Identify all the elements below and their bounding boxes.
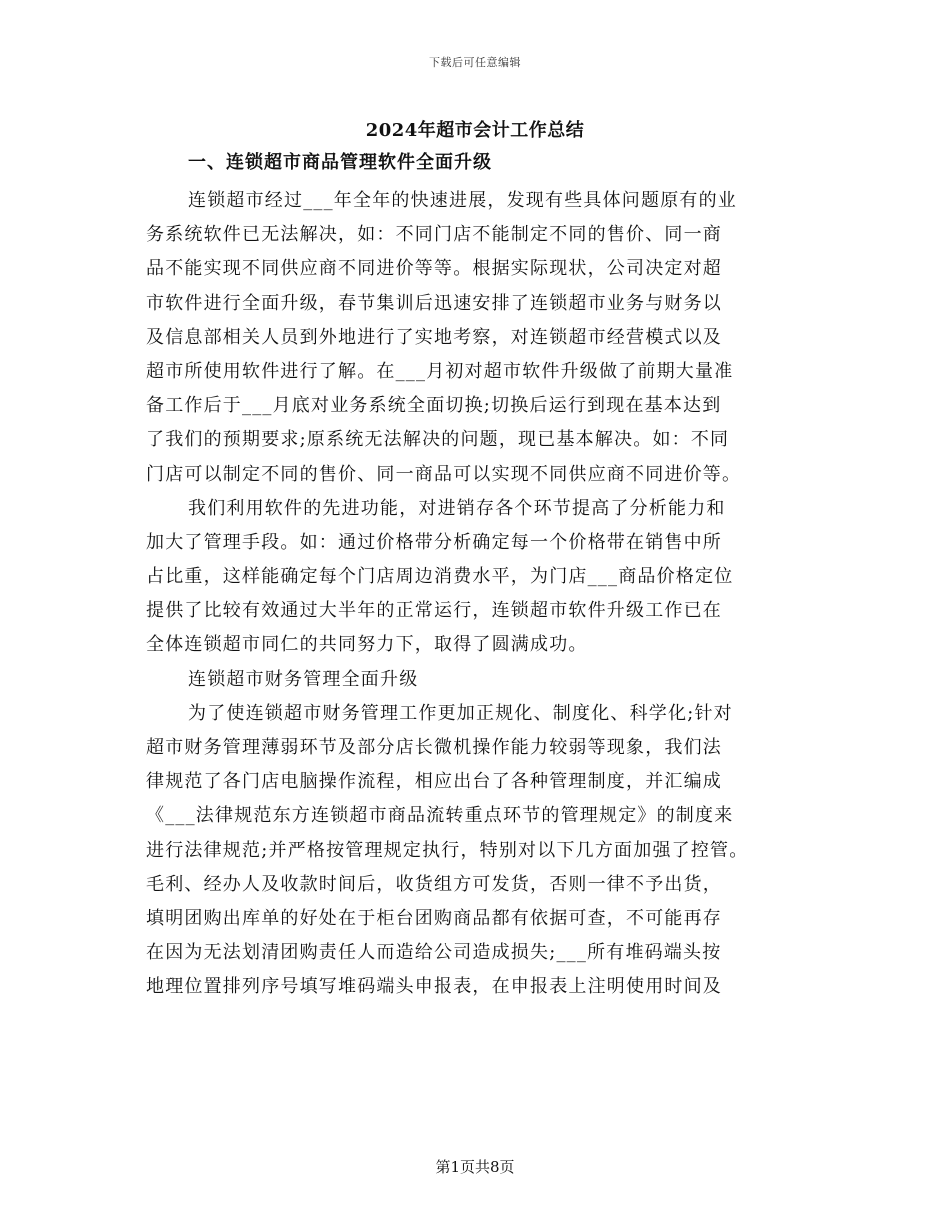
paragraph-line: 门店可以制定不同的售价、同一商品可以实现不同供应商不同进价等。 <box>146 463 742 485</box>
paragraph-line: 务系统软件已无法解决，如：不同门店不能制定不同的售价、同一商 <box>146 224 722 246</box>
paragraph-line: 备工作后于___月底对业务系统全面切换;切换后运行到现在基本达到 <box>146 395 722 417</box>
paragraph-line: 在因为无法划清团购责任人而造给公司造成损失;___所有堆码端头按 <box>146 942 722 964</box>
page-number: 第1页共8页 <box>435 1158 515 1176</box>
paragraph-line: 毛利、经办人及收款时间后，收货组方可发货，否则一律不予出货， <box>146 873 722 895</box>
paragraph-line: 律规范了各门店电脑操作流程，相应出台了各种管理制度，并汇编成 <box>146 771 722 793</box>
page-header-note: 下载后可任意编辑 <box>429 56 521 69</box>
subsection-heading: 连锁超市财务管理全面升级 <box>188 668 419 690</box>
paragraph-line: 连锁超市经过___年全年的快速进展，发现有些具体问题原有的业 <box>188 190 737 211</box>
paragraph-line: 超市所使用软件进行了解。在___月初对超市软件升级做了前期大量准 <box>146 360 734 382</box>
paragraph-line: 我们利用软件的先进功能，对进销存各个环节提高了分析能力和 <box>188 497 726 519</box>
paragraph-line: 进行法律规范;并严格按管理规定执行，特别对以下几方面加强了控管。 <box>146 839 749 861</box>
paragraph-line: 及信息部相关人员到外地进行了实地考察，对连锁超市经营模式以及 <box>146 326 722 348</box>
paragraph-line: 加大了管理手段。如：通过价格带分析确定每一个价格带在销售中所 <box>146 531 722 553</box>
paragraph-line: 《___法律规范东方连锁超市商品流转重点环节的管理规定》的制度来 <box>146 805 734 827</box>
paragraph-line: 占比重，这样能确定每个门店周边消费水平，为门店___商品价格定位 <box>146 566 734 588</box>
paragraph-line: 全体连锁超市同仁的共同努力下，取得了圆满成功。 <box>146 634 588 656</box>
paragraph-line: 市软件进行全面升级，春节集训后迅速安排了连锁超市业务与财务以 <box>146 292 722 314</box>
paragraph-line: 了我们的预期要求;原系统无法解决的问题，现已基本解决。如：不同 <box>146 429 730 451</box>
paragraph-line: 填明团购出库单的好处在于柜台团购商品都有依据可查，不可能再存 <box>146 907 722 929</box>
paragraph-line: 超市财务管理薄弱环节及部分店长微机操作能力较弱等现象，我们法 <box>146 737 722 758</box>
document-body <box>146 184 826 1005</box>
section-heading: 一、连锁超市商品管理软件全面升级 <box>188 152 492 173</box>
paragraph-line: 提供了比较有效通过大半年的正常运行，连锁超市软件升级工作已在 <box>146 600 722 622</box>
paragraph-line: 为了使连锁超市财务管理工作更加正规化、制度化、科学化;针对 <box>188 702 733 724</box>
document-title: 2024年超市会计工作总结 <box>365 120 585 141</box>
paragraph-line: 品不能实现不同供应商不同进价等等。根据实际现状，公司决定对超 <box>146 258 722 280</box>
paragraph-line: 地理位置排列序号填写堆码端头申报表，在申报表上注明使用时间及 <box>146 976 722 998</box>
